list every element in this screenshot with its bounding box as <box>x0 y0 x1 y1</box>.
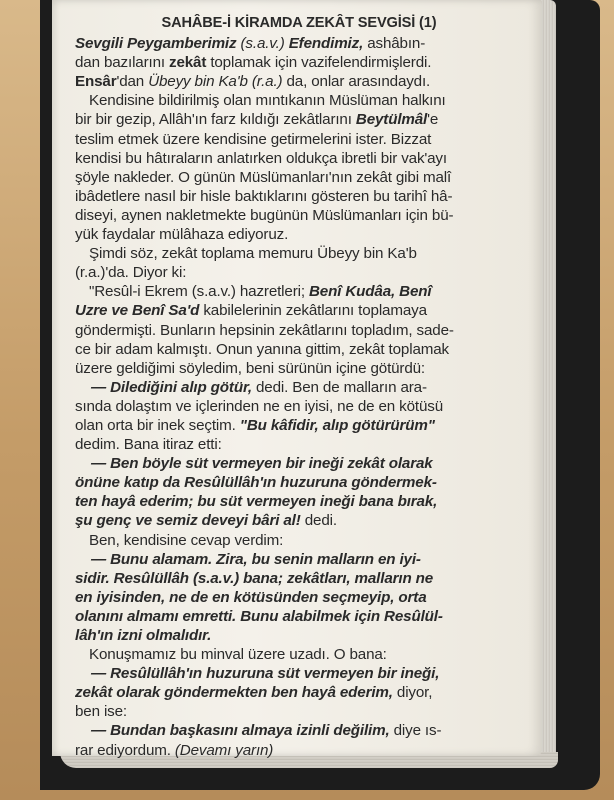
text-line <box>75 683 523 702</box>
text-run: 'e <box>427 111 439 129</box>
text-run: zekât olarak göndermekten ben hayâ ederim, <box>75 684 393 702</box>
text-run: rar ediyordum. <box>75 741 175 759</box>
text-line <box>75 550 523 569</box>
text-run: Ben, kendisine cevap verdim: <box>89 531 284 549</box>
text-run: Kendisine bildirilmiş olan mıntıkanın Müslüman halkını <box>89 92 446 110</box>
text-run: Uzre ve Benî Sa'd <box>75 302 200 320</box>
text-line <box>75 569 523 588</box>
text-line <box>75 244 523 263</box>
text-run: Sevgili Peygamberimiz <box>75 35 237 53</box>
text-run: dedim. Bana itiraz etti: <box>75 436 222 454</box>
text-line <box>75 645 523 664</box>
text-line <box>75 531 523 550</box>
text-line <box>75 282 523 301</box>
text-line <box>75 301 523 320</box>
article-body <box>75 34 523 760</box>
text-run: "Bu kâfidir, alıp götürürüm" <box>239 416 435 434</box>
text-run: (s.a.v.) <box>236 35 289 53</box>
text-line <box>75 340 523 359</box>
text-line <box>75 473 523 492</box>
text-line <box>75 664 523 683</box>
text-line <box>75 741 523 760</box>
text-line <box>75 511 523 530</box>
text-line <box>75 34 523 53</box>
text-run: kendisi bu hâtıraların anlatırken oldukça ibretli bir vak'ayı <box>75 149 447 167</box>
text-run: diyor, <box>392 684 433 702</box>
text-line <box>75 435 523 454</box>
text-run: sında dolaştım ve içlerinden ne en iyisi, ne de en kötüsü <box>75 397 443 415</box>
text-line <box>75 187 523 206</box>
text-line <box>75 110 523 129</box>
text-line <box>75 454 523 473</box>
text-line <box>75 626 523 645</box>
text-run: en iyisinden, ne de en kötüsünden seçmeyip, orta <box>75 588 427 606</box>
text-line <box>75 168 523 187</box>
text-run: önüne katıp da Resûlüllâh'ın huzuruna göndermek- <box>75 474 437 492</box>
text-run: Şimdi söz, zekât toplama memuru Übeyy bin Ka'b <box>89 245 417 263</box>
text-line <box>75 588 523 607</box>
text-run: ibâdetlere nasıl bir hisle baktıklarını gösteren bu tarihî hâ- <box>75 187 453 205</box>
text-run: (Devamı yarın) <box>174 741 274 759</box>
text-line <box>75 206 523 225</box>
text-run: lâh'ın izni olmalıdır. <box>75 627 212 644</box>
text-run: şöyle nakleder. O günün Müslümanları'nın zekât gibi malî <box>75 168 452 186</box>
text-run: — Ben böyle süt vermeyen bir ineği zekât olarak <box>91 455 433 473</box>
text-run: ce bir adam kalmıştı. Onun yanına gittim, zekât toplamak <box>75 340 449 358</box>
text-run: diseyi, aynen nakletmekte bugünün Müslümanları için bü- <box>75 206 454 224</box>
text-run: kabilelerinin zekâtlarını toplamaya <box>199 302 427 320</box>
text-run: "Resûl-i Ekrem (s.a.v.) hazretleri; <box>89 283 309 301</box>
text-line <box>75 607 523 626</box>
text-run: teslim etmek üzere kendisine getirmelerini ister. Bizzat <box>75 130 432 148</box>
text-line <box>75 359 523 378</box>
text-run: Beytülmâl <box>355 111 428 129</box>
text-line <box>75 397 523 416</box>
text-run: zekât <box>169 54 207 72</box>
text-line <box>75 91 523 110</box>
text-run: yük faydalar mülâhaza ediyoruz. <box>75 226 289 244</box>
text-run: — Bundan başkasını almaya izinli değilim, <box>91 722 390 740</box>
text-line <box>75 225 523 244</box>
text-run: Konuşmamız bu minval üzere uzadı. O bana: <box>89 646 387 664</box>
text-run: bir bir gezip, Allâh'ın farz kıldığı zekâtlarını <box>75 111 356 129</box>
text-run: olan orta bir inek seçtim. <box>75 416 240 434</box>
text-line <box>75 263 523 282</box>
text-run: Efendimiz, <box>288 35 364 53</box>
text-run: Übeyy bin Ka'b (r.a.) <box>148 73 283 91</box>
text-run: sidir. Resûlüllâh (s.a.v.) bana; zekâtları, malların ne <box>75 569 434 587</box>
text-run: (r.a.)'da. Diyor ki: <box>75 264 187 282</box>
text-run: şu genç ve semiz deveyi bâri al! <box>75 512 301 530</box>
text-run: — Dilediğini alıp götür, <box>91 378 252 396</box>
text-run: Benî Kudâa, Benî <box>308 283 432 301</box>
text-run: Ensâr <box>75 73 117 91</box>
text-line <box>75 492 523 511</box>
text-line <box>75 53 523 72</box>
text-run: toplamak için vazifelendirmişlerdi. <box>206 54 432 72</box>
text-run: göndermişti. Bunların hepsinin zekâtlarını topladım, sade- <box>75 321 454 339</box>
text-run: olanını almamı emretti. Bunu alabilmek için Resûlül- <box>75 607 443 625</box>
text-run: dedi. Ben de malların ara- <box>251 378 427 396</box>
text-run: üzere geldiğimi söyledim, beni sürünün içine götürdü: <box>75 359 426 377</box>
text-run: 'dan <box>116 73 149 91</box>
text-run: ten hayâ ederim; bu süt vermeyen ineği bana bırak, <box>75 493 438 511</box>
text-line <box>75 416 523 435</box>
text-run: dedi. <box>300 512 337 530</box>
text-run: ben ise: <box>75 703 127 721</box>
text-line <box>75 72 523 91</box>
text-line <box>75 378 523 397</box>
article-title: SAHÂBE-İ KİRAMDA ZEKÂT SEVGİSİ (1) <box>161 15 437 31</box>
text-line <box>75 130 523 149</box>
text-run: ashâbın- <box>363 35 426 53</box>
text-run: diye ıs- <box>389 722 442 740</box>
text-line <box>75 149 523 168</box>
text-run: dan bazılarını <box>75 54 169 72</box>
text-line <box>75 321 523 340</box>
text-line <box>75 721 523 740</box>
text-run: da, onlar arasındaydı. <box>282 73 431 91</box>
text-run: — Bunu alamam. Zira, bu senin malların en iyi- <box>91 550 421 568</box>
text-line <box>75 702 523 721</box>
page-text <box>75 14 523 760</box>
text-run: — Resûlüllâh'ın huzuruna süt vermeyen bir ineği, <box>91 665 440 683</box>
